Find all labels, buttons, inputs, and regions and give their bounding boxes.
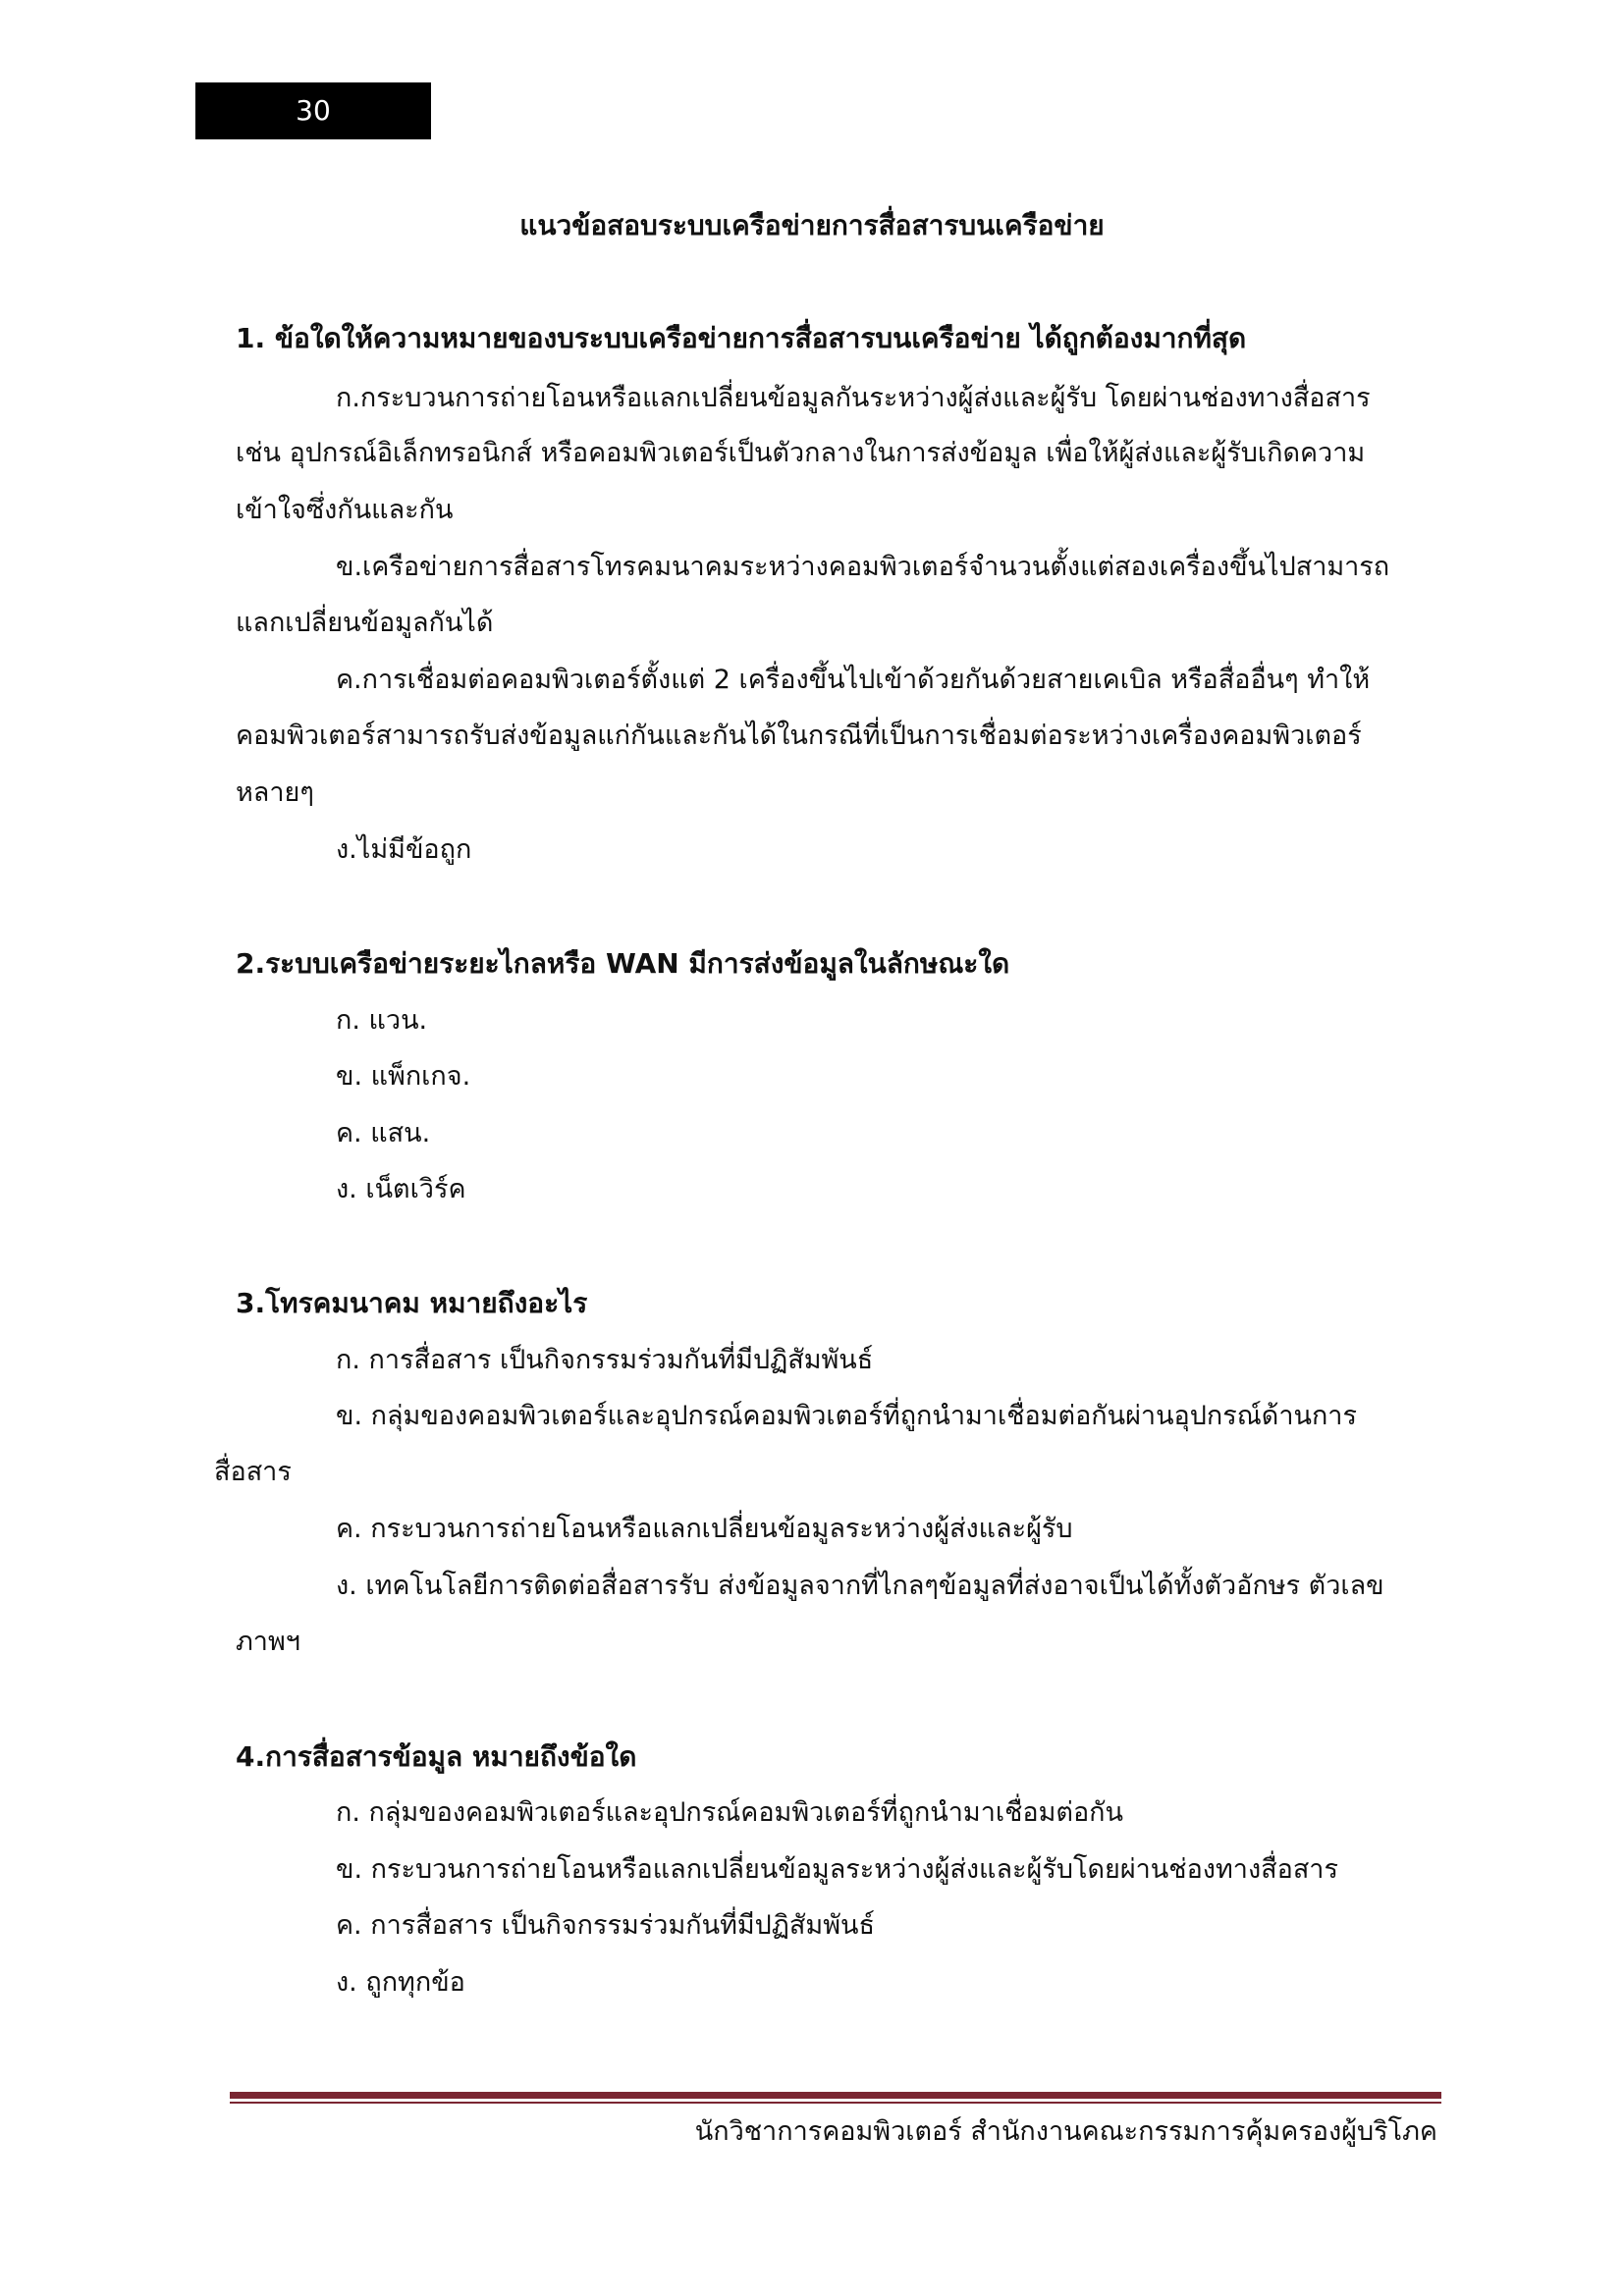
q4-choice-c: ค. การสื่อสาร เป็นกิจกรรมร่วมกันที่มีปฏิสัมพันธ์ (336, 1910, 875, 1941)
question-3: 3.โทรคมนาคม หมายถึงอะไร (236, 1287, 588, 1319)
q2-choice-c: ค. แสน. (336, 1118, 431, 1148)
q3-choice-c: ค. กระบวนการถ่ายโอนหรือแลกเปลี่ยนข้อมูลระหว่างผู้ส่งและผู้รับ (336, 1514, 1073, 1544)
q1-choice-a-line1: ก.กระบวนการถ่ายโอนหรือแลกเปลี่ยนข้อมูลกันระหว่างผู้ส่งและผู้รับ โดยผ่านช่องทางสื่อสาร (336, 383, 1371, 413)
page-number: 30 (195, 82, 431, 139)
footer-divider-thick (230, 2092, 1441, 2099)
q2-choice-a: ก. แวน. (336, 1005, 428, 1036)
q1-choice-c-line1: ค.การเชื่อมต่อคอมพิวเตอร์ตั้งแต่ 2 เครื่องขึ้นไปเข้าด้วยกันด้วยสายเคเบิล หรือสื่ออื่นๆ ทำให้ (336, 665, 1371, 695)
footer-divider (230, 2092, 1441, 2104)
footer-divider-thin (230, 2102, 1441, 2104)
question-2: 2.ระบบเครือข่ายระยะไกลหรือ WAN มีการส่งข้อมูลในลักษณะใด (236, 947, 1010, 980)
q3-choice-a: ก. การสื่อสาร เป็นกิจกรรมร่วมกันที่มีปฏิสัมพันธ์ (336, 1345, 874, 1375)
q3-choice-b-line2: สื่อสาร (214, 1457, 292, 1487)
q1-choice-b-line2: แลกเปลี่ยนข้อมูลกันได้ (236, 608, 494, 638)
q1-choice-c-line2: คอมพิวเตอร์สามารถรับส่งข้อมูลแก่กันและกันได้ในกรณีที่เป็นการเชื่อมต่อระหว่างเครื่องคอมพิวเตอร์ (236, 721, 1362, 751)
q2-choice-d: ง. เน็ตเวิร์ค (336, 1174, 466, 1204)
q1-choice-d: ง.ไม่มีข้อถูก (336, 834, 472, 865)
q2-choice-b: ข. แพ็กเกจ. (336, 1061, 471, 1092)
question-4: 4.การสื่อสารข้อมูล หมายถึงข้อใด (236, 1740, 637, 1773)
q4-choice-a: ก. กลุ่มของคอมพิวเตอร์และอุปกรณ์คอมพิวเตอร์ที่ถูกนำมาเชื่อมต่อกัน (336, 1797, 1123, 1828)
q3-choice-d-line1: ง. เทคโนโลยีการติดต่อสื่อสารรับ ส่งข้อมูลจากที่ไกลๆข้อมูลที่ส่งอาจเป็นได้ทั้งตัวอักษร ตัวเลข (336, 1571, 1384, 1601)
q3-choice-d-line2: ภาพฯ (236, 1627, 300, 1657)
document-title: แนวข้อสอบระบบเครือข่ายการสื่อสารบนเครือข่าย (519, 209, 1105, 241)
q1-choice-a-line2: เช่น อุปกรณ์อิเล็กทรอนิกส์ หรือคอมพิวเตอร์เป็นตัวกลางในการส่งข้อมูล เพื่อให้ผู้ส่งและผู้รับเกิดความ (236, 438, 1366, 468)
footer-text: นักวิชาการคอมพิวเตอร์ สำนักงานคณะกรรมการคุ้มครองผู้บริโภค (694, 2116, 1437, 2147)
question-1: 1. ข้อใดให้ความหมายของบระบบเครือข่ายการสื่อสารบนเครือข่าย ได้ถูกต้องมากที่สุด (236, 322, 1247, 354)
q4-choice-b: ข. กระบวนการถ่ายโอนหรือแลกเปลี่ยนข้อมูลระหว่างผู้ส่งและผู้รับโดยผ่านช่องทางสื่อสาร (336, 1854, 1338, 1885)
q4-choice-d: ง. ถูกทุกข้อ (336, 1967, 465, 1998)
q1-choice-b-line1: ข.เครือข่ายการสื่อสารโทรคมนาคมระหว่างคอมพิวเตอร์จำนวนตั้งแต่สองเครื่องขึ้นไปสามารถ (336, 552, 1390, 582)
q1-choice-c-line3: หลายๆ (236, 777, 314, 808)
q1-choice-a-line3: เข้าใจซึ่งกันและกัน (236, 495, 454, 525)
q3-choice-b-line1: ข. กลุ่มของคอมพิวเตอร์และอุปกรณ์คอมพิวเตอร์ที่ถูกนำมาเชื่อมต่อกันผ่านอุปกรณ์ด้านการ (336, 1401, 1357, 1431)
